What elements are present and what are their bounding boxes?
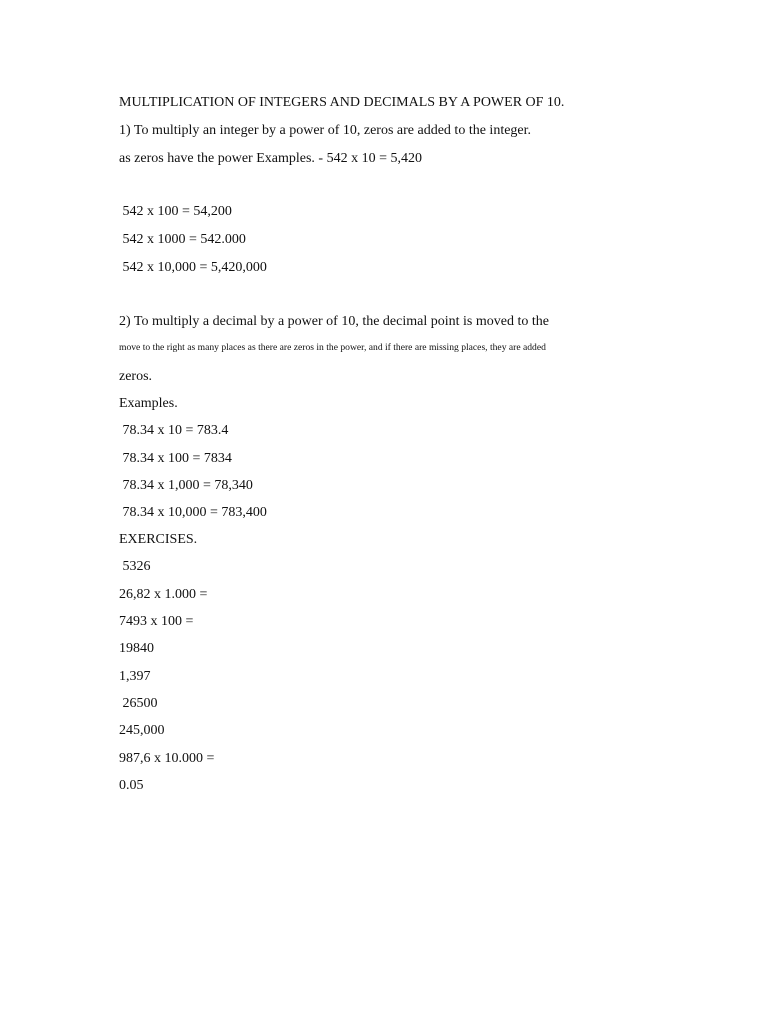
exercise-item-7: 245,000 [119,723,165,738]
rule-2-line-3: zeros. [119,369,153,384]
rule-1-line-2: as zeros have the power Examples. - 542 x 10 = 5,420 [119,151,422,166]
rule-2-line-1: 2) To multiply a decimal by a power of 10, the decimal point is moved to the [119,314,549,329]
rule-2-example-3: 78.34 x 1,000 = 78,340 [119,478,253,493]
rule-1-example-3: 542 x 10,000 = 5,420,000 [119,260,267,275]
exercise-item-1: 5326 [119,559,151,574]
rule-2-examples-label: Examples. [119,396,178,411]
exercise-item-5: 1,397 [119,669,151,684]
exercise-item-2: 26,82 x 1.000 = [119,587,208,602]
exercise-item-6: 26500 [119,696,158,711]
rule-1-example-1: 542 x 100 = 54,200 [119,204,232,219]
rule-1-example-2: 542 x 1000 = 542.000 [119,232,246,247]
rule-2-example-2: 78.34 x 100 = 7834 [119,451,232,466]
exercise-item-8: 987,6 x 10.000 = [119,751,215,766]
rule-2-example-1: 78.34 x 10 = 783.4 [119,423,229,438]
exercise-item-3: 7493 x 100 = [119,614,194,629]
exercises-label: EXERCISES. [119,532,198,547]
rule-2-example-4: 78.34 x 10,000 = 783,400 [119,505,267,520]
document-title: MULTIPLICATION OF INTEGERS AND DECIMALS BY A POWER OF 10. [119,95,565,110]
rule-1-line-1: 1) To multiply an integer by a power of 10, zeros are added to the integer. [119,123,532,138]
rule-2-line-2: move to the right as many places as there are zeros in the power, and if there are missing places, they are added [119,342,546,353]
exercise-item-9: 0.05 [119,778,144,793]
exercise-item-4: 19840 [119,641,154,656]
